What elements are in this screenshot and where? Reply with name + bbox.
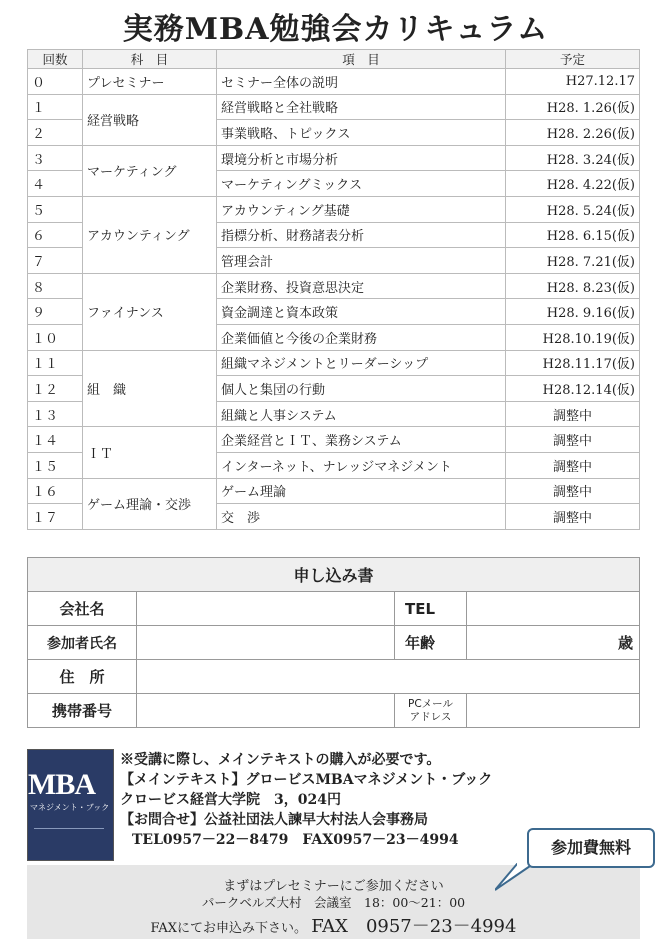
name-field[interactable]: [137, 626, 395, 660]
book-subtitle: マネジメント・ブック: [30, 803, 110, 812]
book-title: MBA: [28, 768, 95, 801]
row-subject: ファイナンス: [83, 273, 217, 350]
mobile-field[interactable]: [137, 694, 395, 728]
row-item: 経営戦略と全社戦略: [217, 94, 506, 120]
age-unit: 歳: [617, 634, 633, 652]
table-row: [28, 427, 640, 453]
row-no: ５: [28, 196, 83, 222]
row-item: 交 渉: [217, 504, 506, 530]
row-item: ゲーム理論: [217, 478, 506, 504]
company-field[interactable]: [137, 592, 395, 626]
row-no: １４: [28, 427, 83, 453]
row-date: H28. 8.23(仮): [506, 273, 640, 299]
row-no: ３: [28, 145, 83, 171]
row-no: ２: [28, 120, 83, 146]
table-row: [28, 69, 640, 95]
row-no: ８: [28, 273, 83, 299]
row-date: 調整中: [506, 427, 640, 453]
book-divider: [34, 828, 104, 829]
fax-number: FAX 0957－23－4994: [311, 916, 517, 937]
row-date: 調整中: [506, 452, 640, 478]
info-line-5: TEL0957－22－8479 FAX0957－23－4994: [132, 832, 459, 848]
row-item: 事業戦略、トピックス: [217, 120, 506, 146]
address-label: 住 所: [28, 660, 137, 694]
info-line-4: 【お問合せ】公益社団法人諫早大村法人会事務局: [120, 812, 428, 828]
header-subject: 科 目: [83, 50, 217, 69]
book-cover-image: [27, 749, 114, 861]
table-row: [28, 273, 640, 299]
row-no: １: [28, 94, 83, 120]
table-row: [28, 478, 640, 504]
row-subject: マーケティング: [83, 145, 217, 196]
application-heading: 申し込み書: [28, 558, 640, 592]
mobile-label: 携帯番号: [28, 694, 137, 728]
curriculum-table: [27, 49, 640, 530]
row-no: １５: [28, 452, 83, 478]
row-no: １３: [28, 401, 83, 427]
row-subject: 組 織: [83, 350, 217, 427]
row-item: 環境分析と市場分析: [217, 145, 506, 171]
row-date: H28.10.19(仮): [506, 324, 640, 350]
table-row: [28, 145, 640, 171]
row-item: マーケティングミックス: [217, 171, 506, 197]
row-subject: ＩＴ: [83, 427, 217, 478]
row-item: 組織と人事システム: [217, 401, 506, 427]
row-subject: プレセミナー: [83, 69, 217, 95]
row-date: H28. 4.22(仮): [506, 171, 640, 197]
row-subject: アカウンティング: [83, 196, 217, 273]
name-label: 参加者氏名: [28, 626, 137, 660]
pc-mail-label: [395, 694, 467, 728]
age-field[interactable]: [467, 626, 640, 660]
row-date: H28. 7.21(仮): [506, 248, 640, 274]
row-date: H28. 5.24(仮): [506, 196, 640, 222]
info-line-2: 【メインテキスト】グロービスMBAマネジメント・ブック: [120, 772, 493, 788]
row-date: 調整中: [506, 504, 640, 530]
pc-mail-field[interactable]: [467, 694, 640, 728]
row-no: ４: [28, 171, 83, 197]
row-date: H28.11.17(仮): [506, 350, 640, 376]
info-line-3: クロービス経営大学院 3，024円: [120, 792, 341, 808]
row-date: H27.12.17: [506, 69, 640, 95]
row-item: 資金調達と資本政策: [217, 299, 506, 325]
row-item: 指標分析、財務諸表分析: [217, 222, 506, 248]
table-header-row: [28, 50, 640, 69]
pc-mail-label-1: PCメール: [408, 697, 453, 710]
address-field[interactable]: [137, 660, 640, 694]
page-title: 実務MBA勉強会カリキュラム: [122, 12, 549, 47]
info-text: [120, 750, 492, 850]
row-date: H28. 6.15(仮): [506, 222, 640, 248]
row-date: H28. 3.24(仮): [506, 145, 640, 171]
row-item: 組織マネジメントとリーダーシップ: [217, 350, 506, 376]
row-item: セミナー全体の説明: [217, 69, 506, 95]
row-no: １２: [28, 376, 83, 402]
table-row: [28, 94, 640, 120]
row-subject: ゲーム理論・交渉: [83, 478, 217, 529]
header-item: 項 目: [217, 50, 506, 69]
row-no: ６: [28, 222, 83, 248]
row-no: １６: [28, 478, 83, 504]
table-row: [28, 196, 640, 222]
row-item: 企業財務、投資意思決定: [217, 273, 506, 299]
row-no: ９: [28, 299, 83, 325]
row-date: 調整中: [506, 401, 640, 427]
company-label: 会社名: [28, 592, 137, 626]
header-date: 予定: [506, 50, 640, 69]
row-no: ７: [28, 248, 83, 274]
row-item: 個人と集団の行動: [217, 376, 506, 402]
row-date: H28. 1.26(仮): [506, 94, 640, 120]
row-item: アカウンティング基礎: [217, 196, 506, 222]
row-item: 企業価値と今後の企業財務: [217, 324, 506, 350]
fax-prompt: FAXにてお申込み下さい。: [150, 921, 308, 936]
header-no: 回数: [28, 50, 83, 69]
tel-field[interactable]: [467, 592, 640, 626]
row-subject: 経営戦略: [83, 94, 217, 145]
row-item: 企業経営とＩＴ、業務システム: [217, 427, 506, 453]
table-row: [28, 350, 640, 376]
row-date: H28. 9.16(仮): [506, 299, 640, 325]
row-date: 調整中: [506, 478, 640, 504]
free-fee-bubble: 参加費無料: [527, 828, 655, 868]
info-line-1: ※受講に際し、メインテキストの購入が必要です。: [120, 752, 441, 768]
tel-label: TEL: [395, 592, 467, 626]
row-no: １７: [28, 504, 83, 530]
row-date: H28.12.14(仮): [506, 376, 640, 402]
bottom-line-1: まずはプレセミナーにご参加ください: [223, 879, 444, 894]
age-label: 年齢: [395, 626, 467, 660]
row-date: H28. 2.26(仮): [506, 120, 640, 146]
row-no: １１: [28, 350, 83, 376]
application-form: [27, 557, 640, 728]
bottom-line-3: [27, 912, 640, 938]
row-no: ０: [28, 69, 83, 95]
bottom-line-2: パークベルズ大村 会議室 18：00～21：00: [201, 895, 466, 910]
row-item: 管理会計: [217, 248, 506, 274]
pc-mail-label-2: アドレス: [409, 710, 452, 723]
row-no: １０: [28, 324, 83, 350]
bottom-box: [27, 865, 640, 939]
row-item: インターネット、ナレッジマネジメント: [217, 452, 506, 478]
